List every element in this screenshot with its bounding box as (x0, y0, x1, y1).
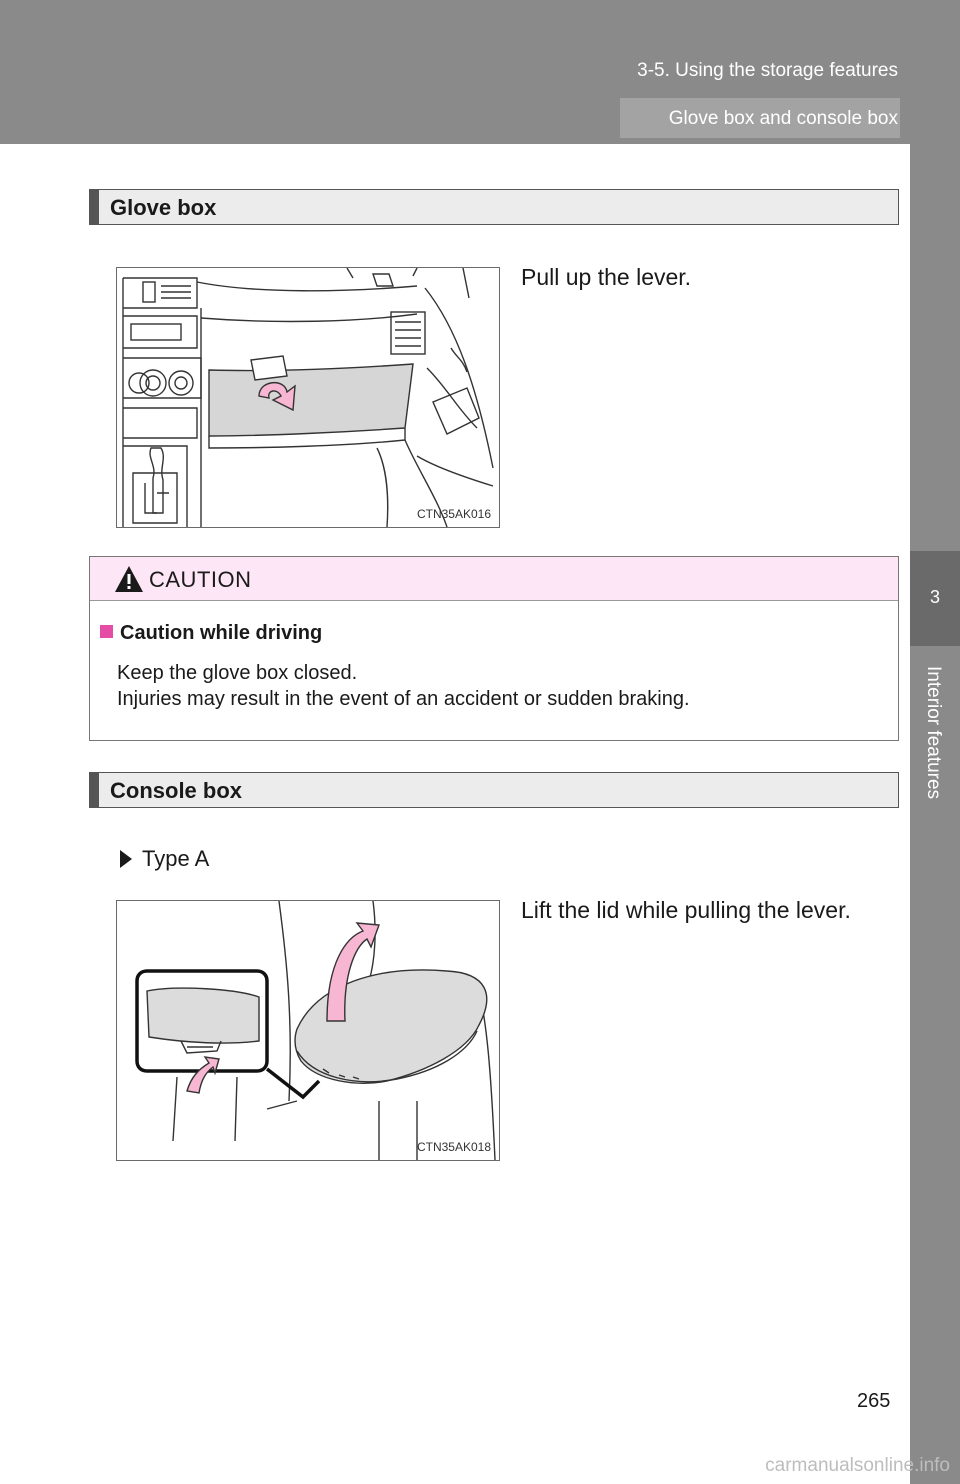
caution-band (90, 557, 898, 601)
square-bullet-icon (100, 625, 113, 638)
caution-title (100, 622, 322, 645)
watermark: carmanualsonline.info (765, 1455, 950, 1476)
figure-code: CTN35AK016 (416, 507, 491, 521)
console-box-heading (89, 772, 899, 808)
side-tab-lower (910, 646, 960, 1484)
chapter-label: Interior features (923, 666, 944, 800)
page-number: 265 (857, 1390, 891, 1412)
side-tab-upper (910, 144, 960, 551)
subsection-title: Glove box and console box (668, 108, 898, 129)
subsection-box (620, 98, 900, 138)
caution-line: Keep the glove box closed. (117, 662, 358, 684)
glove-box-heading-text: Glove box (110, 195, 217, 220)
console-box-heading-text: Console box (110, 778, 243, 803)
chapter-number: 3 (929, 587, 940, 607)
page-header (0, 0, 960, 144)
caution-box (89, 556, 899, 741)
console-box-illustration (116, 900, 500, 1161)
warning-icon (114, 564, 144, 594)
type-label-text: Type A (142, 846, 210, 871)
side-tab-chapter (910, 551, 960, 646)
glove-box-illustration (116, 267, 500, 528)
caution-title-text: Caution while driving (120, 622, 323, 644)
triangle-bullet-icon (120, 850, 132, 868)
type-label (120, 846, 209, 872)
console-box-instruction: Lift the lid while pulling the lever. (521, 897, 851, 923)
figure-code: CTN35AK018 (416, 1140, 491, 1154)
caution-label: CAUTION (149, 567, 252, 592)
glove-box-heading (89, 189, 899, 225)
glove-box-instruction: Pull up the lever. (521, 264, 692, 290)
section-title: 3-5. Using the storage features (637, 60, 898, 81)
caution-line: Injuries may result in the event of an accident or sudden braking. (117, 688, 690, 710)
